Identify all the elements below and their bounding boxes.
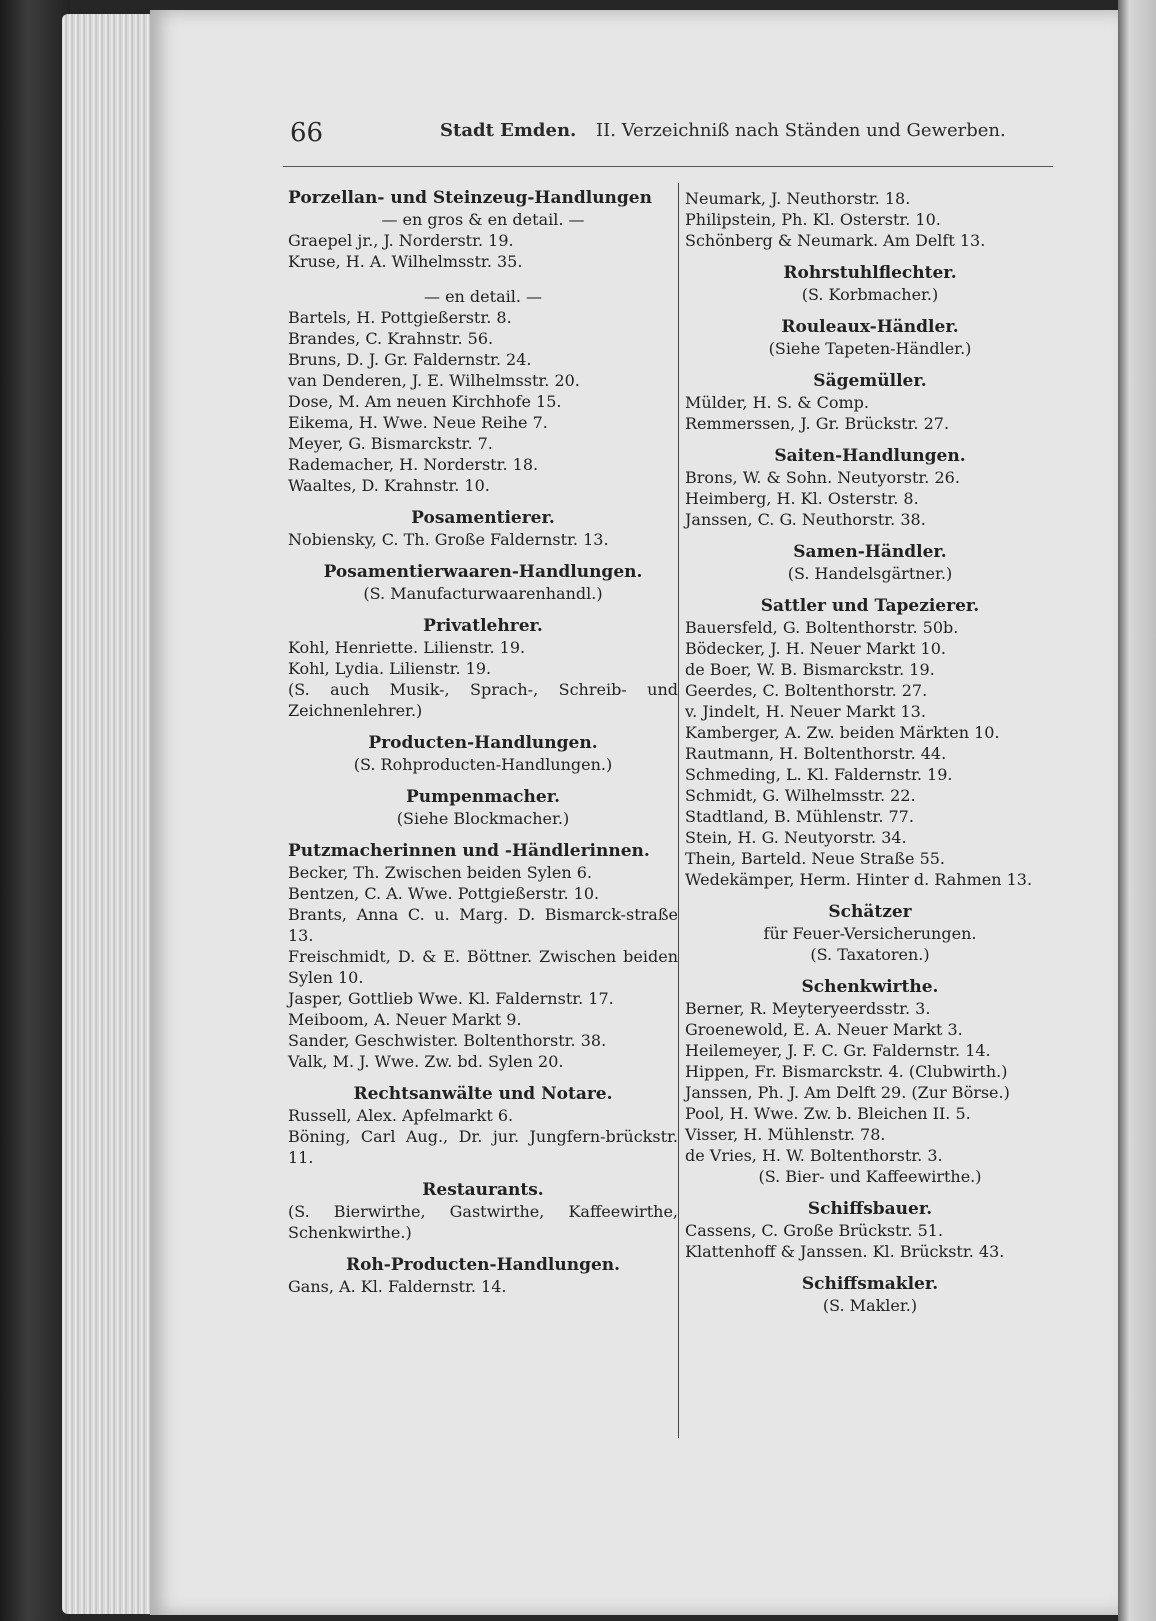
directory-section: [288, 841, 678, 1072]
directory-entry: Bartels, H. Pottgießerstr. 8.: [288, 308, 512, 327]
directory-section: [685, 317, 1055, 359]
directory-entry: Meiboom, A. Neuer Markt 9.: [288, 1010, 522, 1029]
directory-entry: Heilemeyer, J. F. C. Gr. Faldernstr. 14.: [685, 1041, 991, 1060]
directory-section: [685, 596, 1055, 890]
section-note: (S. Rohproducten-Handlungen.): [353, 755, 613, 774]
section-note: (S. Manufacturwaarenhandl.): [363, 584, 603, 603]
directory-entry: Bentzen, C. A. Wwe. Pottgießerstr. 10.: [288, 884, 600, 903]
directory-entry: Freischmidt, D. & E. Böttner. Zwischen beiden Sylen 10.: [288, 947, 678, 987]
section-title: Schiffsbauer.: [807, 1199, 933, 1219]
directory-section: [288, 508, 678, 550]
directory-entry: Kruse, H. A. Wilhelmsstr. 35.: [288, 252, 523, 271]
section-title: Producten-Handlungen.: [368, 733, 598, 753]
section-title: Schätzer: [828, 902, 912, 922]
directory-entry: Russell, Alex. Apfelmarkt 6.: [288, 1106, 514, 1125]
directory-entry: de Vries, H. W. Boltenthorstr. 3.: [685, 1146, 943, 1165]
directory-section: [288, 616, 678, 721]
directory-section: [685, 977, 1055, 1187]
section-note: (S. Taxatoren.): [810, 945, 930, 964]
directory-entry: Bödecker, J. H. Neuer Markt 10.: [685, 639, 946, 658]
directory-entry: Janssen, Ph. J. Am Delft 29. (Zur Börse.): [685, 1083, 1010, 1102]
directory-entry: Böning, Carl Aug., Dr. jur. Jungfern-brückstr. 11.: [288, 1127, 678, 1167]
page-number: 66: [290, 118, 324, 148]
directory-entry: Visser, H. Mühlenstr. 78.: [685, 1125, 886, 1144]
section-subheading: — en detail. —: [423, 287, 543, 306]
section-note: (Siehe Tapeten-Händler.): [768, 339, 972, 358]
directory-section: [288, 1084, 678, 1168]
directory-entry: Graepel jr., J. Norderstr. 19.: [288, 231, 514, 250]
running-head: [440, 120, 1006, 141]
directory-entry: Groenewold, E. A. Neuer Markt 3.: [685, 1020, 963, 1039]
right-column: [685, 188, 1055, 1316]
section-note: (S. Bier- und Kaffeewirthe.): [758, 1167, 982, 1186]
section-note: (Siehe Blockmacher.): [396, 809, 570, 828]
section-subheading: — en gros & en detail. —: [381, 210, 585, 229]
directory-entry: Neumark, J. Neuthorstr. 18.: [685, 189, 911, 208]
directory-section: [288, 1180, 678, 1243]
section-note: (S. auch Musik-, Sprach-, Schreib- und Zeichnenlehrer.): [288, 680, 678, 720]
section-title: Putzmacherinnen und -Händlerinnen.: [288, 841, 650, 861]
section-title: Roh-Producten-Handlungen.: [345, 1255, 621, 1275]
directory-entry: Sander, Geschwister. Boltenthorstr. 38.: [288, 1031, 607, 1050]
section-note: (S. Makler.): [822, 1296, 918, 1315]
directory-entry: Becker, Th. Zwischen beiden Sylen 6.: [288, 863, 592, 882]
directory-entry: Schmeding, L. Kl. Faldernstr. 19.: [685, 765, 953, 784]
directory-entry: Heimberg, H. Kl. Osterstr. 8.: [685, 489, 919, 508]
directory-entry: Janssen, C. G. Neuthorstr. 38.: [685, 510, 926, 529]
section-title: Posamentierer.: [411, 508, 555, 528]
page-edges: [62, 14, 154, 1614]
directory-entry: Stein, H. G. Neutyorstr. 34.: [685, 828, 907, 847]
book-spine-right: [1118, 0, 1156, 1621]
section-title: Pumpenmacher.: [405, 787, 561, 807]
directory-section: [685, 446, 1055, 530]
directory-entry: Bruns, D. J. Gr. Faldernstr. 24.: [288, 350, 532, 369]
directory-section: [685, 1199, 1055, 1262]
directory-entry: Kohl, Henriette. Lilienstr. 19.: [288, 638, 526, 657]
directory-entry: Cassens, C. Große Brückstr. 51.: [685, 1221, 944, 1240]
directory-entry: Waaltes, D. Krahnstr. 10.: [288, 476, 490, 495]
section-title: Rohrstuhlflechter.: [783, 263, 957, 283]
directory-entry: Rautmann, H. Boltenthorstr. 44.: [685, 744, 947, 763]
section-title: Restaurants.: [422, 1180, 544, 1200]
directory-entry: Meyer, G. Bismarckstr. 7.: [288, 434, 493, 453]
section-title: Privatlehrer.: [423, 616, 543, 636]
directory-entry: Valk, M. J. Wwe. Zw. bd. Sylen 20.: [288, 1052, 564, 1071]
directory-section: [685, 188, 1055, 251]
section-title: Sägemüller.: [813, 371, 927, 391]
running-head-city: Stadt Emden.: [440, 120, 577, 141]
directory-entry: Geerdes, C. Boltenthorstr. 27.: [685, 681, 928, 700]
directory-section: [685, 1274, 1055, 1316]
directory-entry: Kohl, Lydia. Lilienstr. 19.: [288, 659, 492, 678]
directory-entry: Eikema, H. Wwe. Neue Reihe 7.: [288, 413, 548, 432]
column-divider: [678, 183, 679, 1438]
directory-entry: v. Jindelt, H. Neuer Markt 13.: [685, 702, 926, 721]
section-title: Rouleaux-Händler.: [781, 317, 959, 337]
directory-section: [288, 562, 678, 604]
directory-entry: Gans, A. Kl. Faldernstr. 14.: [288, 1277, 507, 1296]
book-cover-edge: [0, 0, 70, 1621]
directory-entry: Stadtland, B. Mühlenstr. 77.: [685, 807, 914, 826]
section-title: Posamentierwaaren-Handlungen.: [323, 562, 643, 582]
directory-entry: Pool, H. Wwe. Zw. b. Bleichen II. 5.: [685, 1104, 971, 1123]
directory-entry: Schmidt, G. Wilhelmsstr. 22.: [685, 786, 916, 805]
directory-entry: Remmerssen, J. Gr. Brückstr. 27.: [685, 414, 950, 433]
section-title: Porzellan- und Steinzeug-Handlungen: [288, 188, 652, 208]
directory-entry: Jasper, Gottlieb Wwe. Kl. Faldernstr. 17.: [288, 989, 614, 1008]
directory-section: [288, 787, 678, 829]
directory-entry: van Denderen, J. E. Wilhelmsstr. 20.: [288, 371, 580, 390]
directory-entry: Rademacher, H. Norderstr. 18.: [288, 455, 539, 474]
directory-entry: Philipstein, Ph. Kl. Osterstr. 10.: [685, 210, 941, 229]
left-column: [288, 188, 678, 1297]
directory-entry: Mülder, H. S. & Comp.: [685, 393, 869, 412]
section-note: für Feuer-Versicherungen.: [763, 924, 977, 943]
directory-entry: Kamberger, A. Zw. beiden Märkten 10.: [685, 723, 1000, 742]
directory-entry: Klattenhoff & Janssen. Kl. Brückstr. 43.: [685, 1242, 1005, 1261]
spacer: [288, 272, 678, 286]
header-rule: [283, 166, 1053, 167]
section-title: Sattler und Tapezierer.: [760, 596, 980, 616]
directory-entry: Wedekämper, Herm. Hinter d. Rahmen 13.: [685, 870, 1033, 889]
directory-entry: Nobiensky, C. Th. Große Faldernstr. 13.: [288, 530, 609, 549]
section-note: (S. Bierwirthe, Gastwirthe, Kaffeewirthe, Schenkwirthe.): [288, 1202, 678, 1242]
directory-entry: de Boer, W. B. Bismarckstr. 19.: [685, 660, 935, 679]
directory-entry: Dose, M. Am neuen Kirchhofe 15.: [288, 392, 562, 411]
section-title: Schenkwirthe.: [801, 977, 939, 997]
section-title: Rechtsanwälte und Notare.: [353, 1084, 613, 1104]
running-head-section: II. Verzeichniß nach Ständen und Gewerben.: [596, 120, 1006, 141]
section-title: Saiten-Handlungen.: [774, 446, 966, 466]
directory-entry: Bauersfeld, G. Boltenthorstr. 50b.: [685, 618, 959, 637]
section-title: Samen-Händler.: [793, 542, 947, 562]
directory-entry: Schönberg & Neumark. Am Delft 13.: [685, 231, 986, 250]
section-note: (S. Korbmacher.): [801, 285, 939, 304]
directory-section: [685, 263, 1055, 305]
directory-section: [685, 902, 1055, 965]
directory-entry: Brants, Anna C. u. Marg. D. Bismarck-straße 13.: [288, 905, 678, 945]
section-note: (S. Handelsgärtner.): [787, 564, 953, 583]
directory-section: [288, 1255, 678, 1297]
section-title: Schiffsmakler.: [801, 1274, 939, 1294]
directory-section: [288, 733, 678, 775]
directory-entry: Brandes, C. Krahnstr. 56.: [288, 329, 494, 348]
directory-entry: Berner, R. Meyteryeerdsstr. 3.: [685, 999, 931, 1018]
directory-section: [685, 542, 1055, 584]
directory-entry: Brons, W. & Sohn. Neutyorstr. 26.: [685, 468, 960, 487]
directory-entry: Hippen, Fr. Bismarckstr. 4. (Clubwirth.): [685, 1062, 1008, 1081]
directory-entry: Thein, Barteld. Neue Straße 55.: [685, 849, 946, 868]
directory-section: [288, 188, 678, 496]
directory-section: [685, 371, 1055, 434]
